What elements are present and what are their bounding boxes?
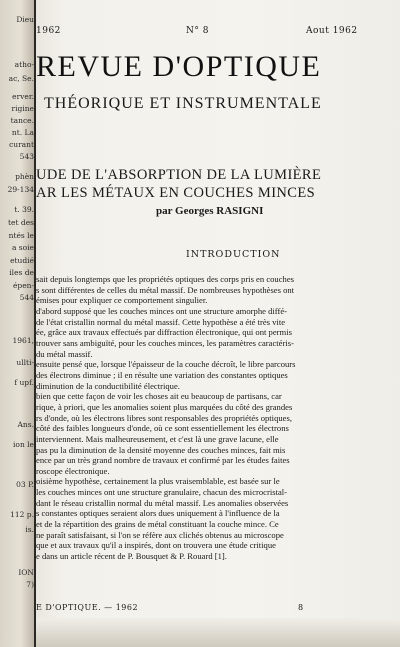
text-line: que et aux travaux qu'il a inspirés, dont on trouvera une étude critique	[36, 540, 276, 551]
adjacent-page-fragment: Ans.	[17, 420, 34, 429]
article-title-line: UDE DE L'ABSORPTION DE LA LUMIÈRE	[36, 167, 322, 183]
text-line: e dans un article récent de P. Bousquet & P. Rouard [1].	[36, 551, 227, 562]
adjacent-page-fragment: tance.	[10, 116, 34, 125]
adjacent-page-fragment: phèn	[15, 172, 34, 181]
text-line: dant le réseau cristallin normal du métal massif. Les anomalies observées	[36, 497, 289, 508]
text-line: ée, grâce aux travaux effectués par diffraction électronique, qui ont permis	[36, 327, 292, 338]
text-line: rique, à priori, que les anomalies soient plus marquées du côté des grandes	[36, 401, 293, 412]
adjacent-page-fragment: iles de	[9, 268, 34, 277]
paragraph	[36, 274, 388, 306]
adjacent-page-fragment: ac, Se.	[8, 74, 34, 83]
adjacent-page-fragment: 7)	[26, 580, 34, 589]
text-line: du métal massif.	[36, 348, 93, 359]
text-line: s sont différentes de celles du métal massif. De nombreuses hypothèses ont	[36, 284, 295, 295]
text-line: ne paraît satisfaisant, si l'on se réfère aux clichés obtenus au microscope	[36, 529, 284, 540]
adjacent-page-fragment: tet des	[8, 218, 34, 227]
text-line: diminution de la conductibilité électrique.	[36, 380, 180, 391]
adjacent-page-fragment: 543	[19, 152, 34, 161]
journal-page	[36, 0, 400, 647]
text-line: sait depuis longtemps que les propriétés optiques des corps pris en couches	[36, 274, 294, 284]
text-line: pas pu la diminution de la densité moyenne des couches minces, fait mis	[36, 444, 286, 455]
adjacent-page-fragment: curant	[9, 140, 34, 149]
text-line: roscope électronique.	[36, 465, 110, 476]
footer-page-number: 8	[298, 603, 304, 612]
text-line: de l'état cristallin normal du métal massif. Cette hypothèse a été très vite	[36, 316, 286, 327]
article-author: par Georges RASIGNI	[156, 205, 264, 217]
adjacent-page-fragment: Dieu	[16, 15, 34, 24]
adjacent-page-fragment: ullti-	[16, 358, 34, 367]
text-line: émises pour expliquer ce comportement singulier.	[36, 295, 208, 306]
paragraph	[36, 359, 388, 391]
text-line: côté des faibles longueurs d'onde, où ce sont essentiellement les électrons	[36, 423, 289, 434]
adjacent-page-fragment: ION	[18, 568, 34, 577]
adjacent-page-fragment: 1961,	[12, 336, 34, 345]
article-body	[36, 274, 388, 562]
section-heading: INTRODUCTION	[186, 249, 281, 260]
adjacent-page-fragment: t. 39.	[14, 205, 34, 214]
article-title	[36, 166, 321, 202]
text-line: ensuite pensé que, lorsque l'épaisseur de la couche décroît, le libre parcours	[36, 359, 296, 370]
header-date: Aout 1962	[306, 26, 358, 36]
adjacent-page-fragment: f upf.	[14, 378, 34, 387]
text-line: interviennent. Mais malheureusement, et c'est là une grave lacune, elle	[36, 433, 279, 444]
text-line: s constantes optiques seraient alors dues uniquement à l'influence de la	[36, 508, 280, 519]
article-title-line: AR LES MÉTAUX EN COUCHES MINCES	[36, 185, 316, 201]
text-line: ence par un très grand nombre de travaux et confirmé par les études faites	[36, 455, 290, 466]
adjacent-page-fragment: atho-	[14, 60, 34, 69]
adjacent-page-fragment: erver.	[12, 92, 34, 101]
paragraph	[36, 306, 388, 359]
adjacent-page-fragment: rigine	[11, 104, 34, 113]
adjacent-page-fragment: nt. La	[11, 128, 34, 137]
text-line: rs d'onde, où les électrons libres sont responsables des propriétés optiques,	[36, 412, 292, 423]
adjacent-page-fragment: etudié	[10, 256, 34, 265]
adjacent-page-fragment: a soie	[11, 243, 34, 252]
text-line: des électrons diminue ; il en résulte une variation des constantes optiques	[36, 369, 288, 380]
adjacent-page-fragment: épen-	[12, 281, 34, 290]
header-issue-number: N° 8	[186, 26, 209, 36]
adjacent-page-fragment: ion le	[13, 440, 34, 449]
paragraph	[36, 476, 388, 561]
paragraph	[36, 391, 388, 476]
adjacent-page-fragment: 112 p.	[10, 510, 34, 519]
adjacent-page-fragment: 544	[19, 293, 34, 302]
footer-journal-year: E D'OPTIQUE. — 1962	[36, 603, 139, 612]
adjacent-page-strip	[0, 0, 36, 647]
journal-title: REVUE D'OPTIQUE	[36, 50, 322, 83]
text-line: oisième hypothèse, certainement la plus vraisemblable, est basée sur le	[36, 476, 280, 487]
header-year: 1962	[36, 26, 61, 36]
page-bottom-edge	[36, 618, 400, 647]
text-line: d'abord supposé que les couches minces ont une structure amorphe diffé-	[36, 305, 288, 316]
adjacent-page-fragment: 03 P.	[16, 480, 34, 489]
text-line: et de la répartition des grains de métal constituant la couche mince. Ce	[36, 519, 279, 530]
adjacent-page-fragment: 29-134	[7, 185, 34, 194]
journal-subtitle: THÉORIQUE ET INSTRUMENTALE	[44, 95, 322, 112]
text-line: trouver sans ambiguïté, pour les couches minces, les paramètres caractéris-	[36, 337, 294, 348]
text-line: bien que cette façon de voir les choses ait eu beaucoup de partisans, car	[36, 391, 282, 402]
adjacent-page-fragment: ntés le	[8, 231, 34, 240]
adjacent-page-fragment: is.	[25, 525, 34, 534]
text-line: les couches minces ont une structure granulaire, chacun des microcristal-	[36, 487, 288, 498]
